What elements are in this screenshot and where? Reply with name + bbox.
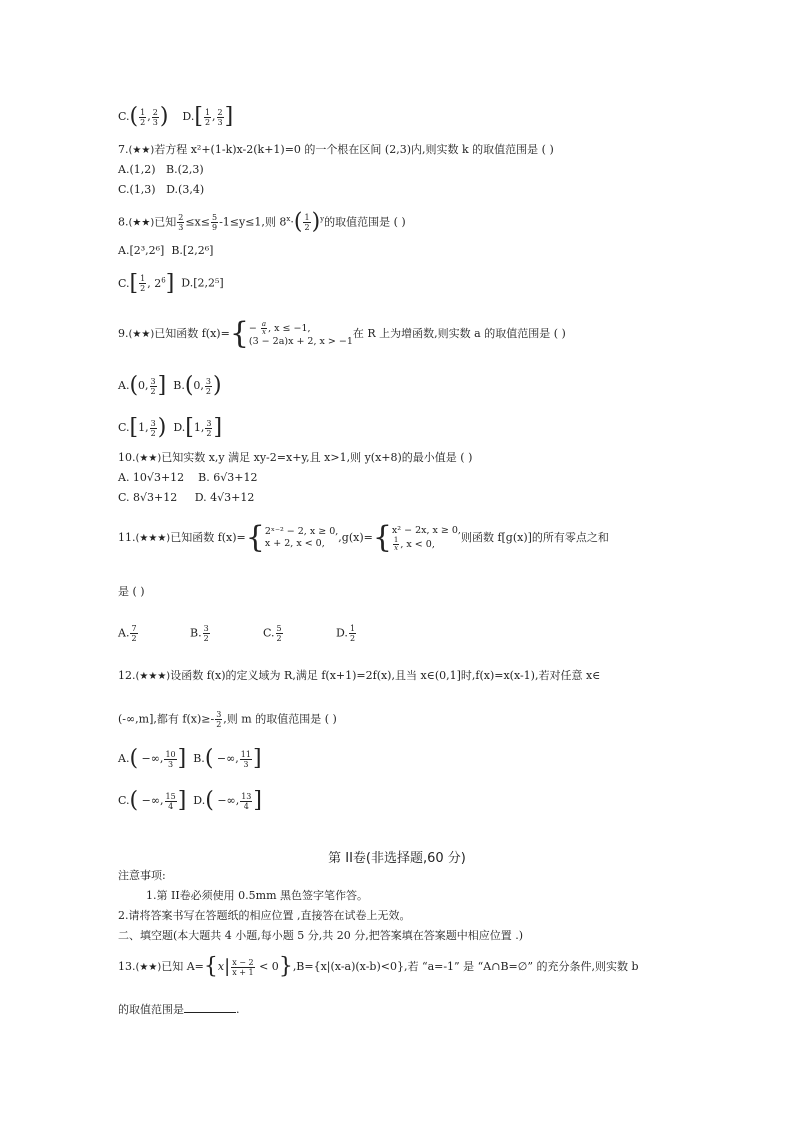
q11-option-c: C. $\frac{5}{2}$ (263, 624, 282, 643)
q11-option-a: A. $\frac{7}{2}$ (118, 624, 137, 643)
q10-options-ab (118, 471, 257, 485)
q13-continuation: 的取值范围是 . (118, 1003, 240, 1016)
q8-option-d: D.[2,2⁵] (181, 276, 224, 290)
q12-option-a: A.( −∞, $\frac{10}{3}$ ] (118, 746, 187, 771)
q10-option-d: D. 4√3+12 (194, 491, 255, 504)
answer-blank[interactable] (184, 1002, 236, 1013)
q9-options-ab (118, 373, 222, 398)
q9-options-cd (118, 415, 223, 440)
q10-option-c: C. 8√3+12 (118, 491, 178, 504)
q8-options-ab (118, 244, 213, 258)
q11-option-b: B. $\frac{3}{2}$ (190, 624, 209, 643)
q9-option-b: B.(0, $\frac{3}{2}$ ) (173, 373, 222, 398)
q8-options-cd (118, 270, 224, 296)
q12-option-b: B.( −∞, $\frac{11}{3}$ ] (193, 746, 262, 771)
q7-options-ab (118, 163, 204, 177)
q11-continuation: 是 ( ) (118, 585, 145, 598)
q9-option-a: A.(0, $\frac{3}{2}$ ] (118, 373, 167, 398)
q7-options-cd (118, 183, 204, 197)
q7-option-b: B.(2,3) (166, 163, 204, 176)
section-title: 第 II卷(非选择题,60 分) (328, 851, 466, 866)
q9-option-d: D.[1, $\frac{3}{2}$ ] (173, 415, 223, 440)
q9-option-c: C.[1, $\frac{3}{2}$ ) (118, 415, 167, 440)
q10-option-a: A. 10√3+12 (118, 471, 185, 484)
q12-continuation: (-∞,m],都有 f(x)≥- $\frac{3}{2}$ ,则 m 的取值范围是 ( ) (118, 710, 337, 729)
q7-option-a: A.(1,2) (118, 163, 156, 176)
q12-option-c: C.( −∞, $\frac{15}{4}$ ] (118, 788, 187, 813)
q12-stem: 12.(★★★)设函数 f(x)的定义域为 R,满足 f(x+1)=2f(x),且当 x∈(0,1]时,f(x)=x(x-1),若对任意 x∈ (118, 669, 601, 682)
q6-option-c: C.( $\frac{1}{2}$ , $\frac{2}{3}$ ) (118, 104, 169, 129)
q13-stem: 13.(★★)已知 A={x| $\frac{x - 2}{x + 1}$ < 0},B={x|(x-a)(x-b)<0},若 “a=-1” 是 “A∩B=∅” 的充分条件,则实数 b (118, 954, 639, 979)
q8-option-c: C.[ $\frac{1}{2}$ , $2^6$] (118, 270, 175, 296)
q11-stem: 11.(★★★)已知函数 f(x)={ 2ˣ⁻² − 2, x ≥ 0, x + 2, x < 0, ,g(x)={ x² − 2x, x ≥ 0, $\frac{1}{x}$ , x < 0, 则函数 f[g(x)]的所有零点之和 (118, 520, 609, 555)
q12-option-d: D.( −∞, $\frac{13}{4}$ ] (193, 788, 262, 813)
part2-heading: 二、填空题(本大题共 4 小题,每小题 5 分,共 20 分,把答案填在答案题中相应位置 .) (118, 929, 524, 942)
note-1: 1.第 II卷必须使用 0.5mm 黑色签字笔作答。 (146, 889, 369, 902)
q12-options-ab (118, 746, 262, 771)
q7-option-c: C.(1,3) (118, 183, 156, 196)
q12-options-cd (118, 788, 262, 813)
q11-option-d: D. $\frac{1}{2}$ (336, 624, 356, 643)
q6-option-d: D.[ $\frac{1}{2}$ , $\frac{2}{3}$ ] (182, 104, 234, 129)
q8-stem: 8.(★★)已知 $\frac{2}{3}$ ≤x≤ $\frac{5}{9}$ -1≤y≤1,则 $8^x\cdot$( $\frac{1}{2}$ )$^y$的取值范围是 ( ) (118, 209, 406, 235)
note-2: 2.请将答案书写在答题纸的相应位置 ,直接答在试卷上无效。 (118, 909, 411, 922)
q7-stem: 7.(★★)若方程 x²+(1-k)x-2(k+1)=0 的一个根在区间 (2,3)内,则实数 k 的取值范围是 ( ) (118, 143, 554, 156)
q9-stem: 9.(★★)已知函数 f(x)={ − $\frac{a}{x}$ , x ≤ −1, (3 − 2a)x + 2, x > −1 在 R 上为增函数,则实数 a 的取值范围是 ( ) (118, 316, 566, 351)
q10-options-cd (118, 491, 254, 505)
q10-stem: 10.(★★)已知实数 x,y 满足 xy-2=x+y,且 x>1,则 y(x+8)的最小值是 ( ) (118, 451, 473, 464)
q8-option-b: B.[2,2⁶] (171, 244, 214, 257)
q6-options (118, 104, 234, 129)
notes-title: 注意事项: (118, 869, 166, 882)
q8-option-a: A.[2³,2⁶] (118, 244, 165, 257)
q10-option-b: B. 6√3+12 (198, 471, 258, 484)
q7-option-d: D.(3,4) (166, 183, 205, 196)
